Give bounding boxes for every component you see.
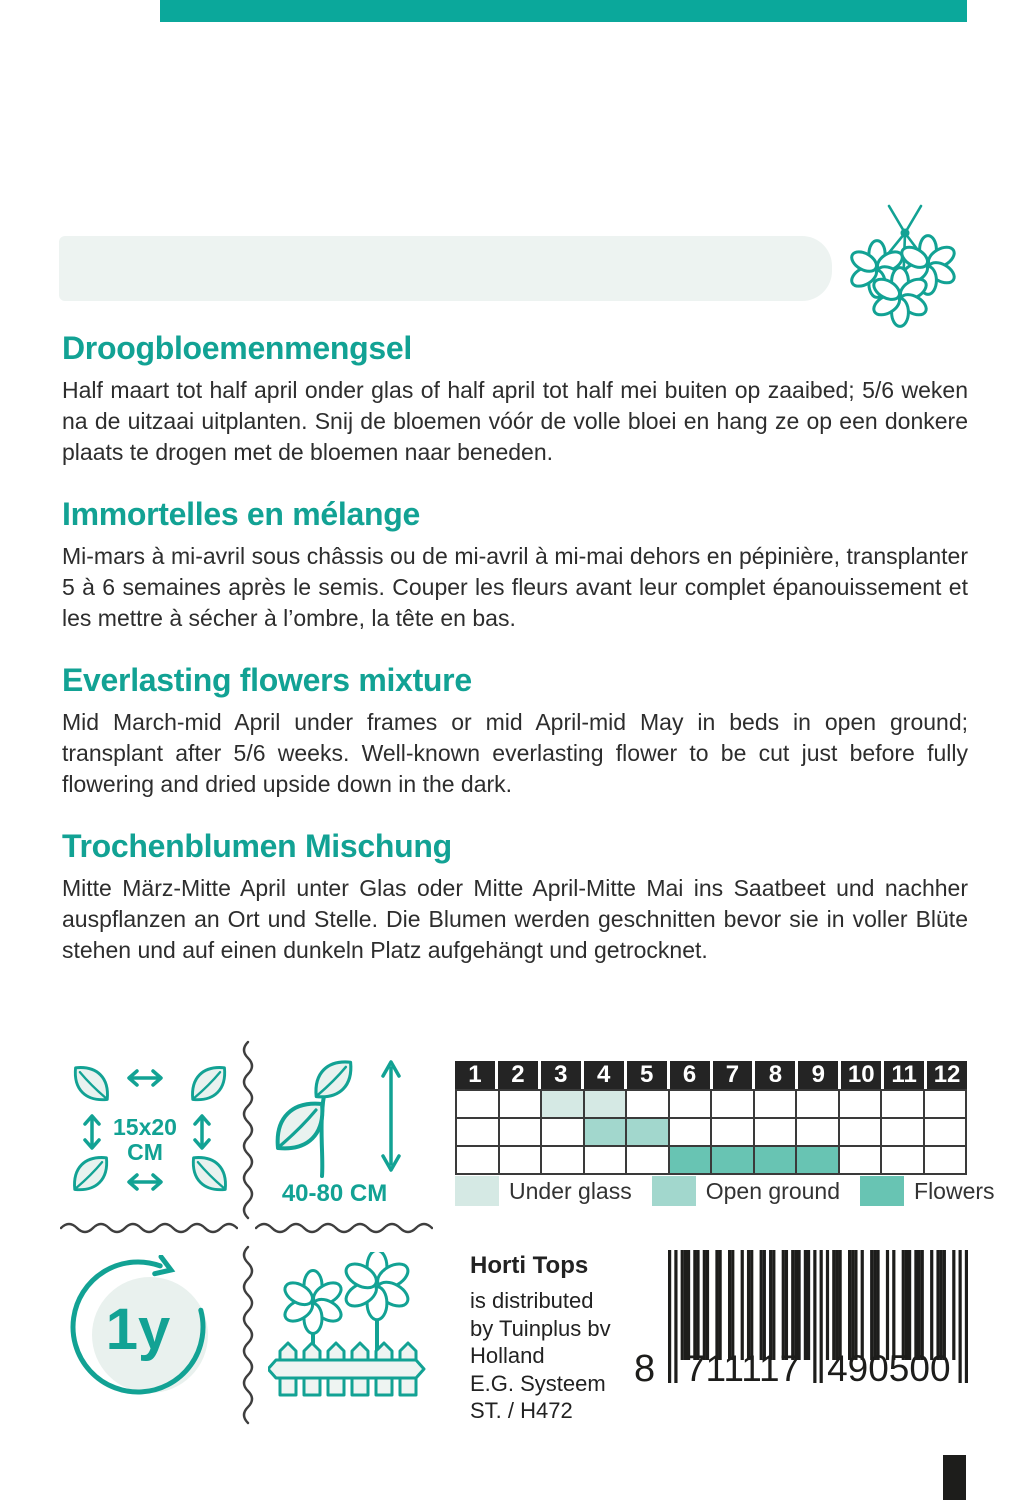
header-band: [59, 236, 832, 301]
plant-height-icon: [270, 1056, 370, 1178]
calendar-month-header: 4: [584, 1061, 624, 1089]
height-arrow-icon: [378, 1058, 404, 1174]
barcode-bar: [791, 1250, 794, 1360]
distributor-line: Holland: [470, 1343, 545, 1368]
calendar-cell-under-glass-month-7: [712, 1091, 755, 1119]
barcode-bar: [763, 1250, 766, 1360]
barcode-bar: [870, 1250, 873, 1360]
calendar-cell-open-ground-month-11: [882, 1119, 925, 1147]
bed-flower: [342, 1252, 412, 1320]
vertical-arrow-icon: [195, 1116, 209, 1148]
section-body: Half maart tot half april onder glas of half april tot half mei buiten op zaaibed; 5/6 weken na de uitzaai uitplanten. Snij de bloemen vóór de volle bloei en hang ze op een donkere plaats te drogen met de bloemen naar beneden.: [62, 377, 968, 465]
barcode-first-digit: 8: [634, 1348, 656, 1390]
barcode-bar: [785, 1250, 788, 1360]
legend-item-under-glass: [455, 1176, 652, 1206]
bed-flower: [281, 1271, 345, 1334]
barcode-bar: [876, 1250, 879, 1360]
wavy-divider-vertical: [241, 1243, 255, 1427]
calendar-cell-open-ground-month-6: [670, 1119, 713, 1147]
barcode-bar: [731, 1250, 734, 1360]
barcode-bar: [706, 1250, 709, 1360]
barcode-digits-left: 711117: [684, 1348, 801, 1388]
calendar-cell-flowers-month-7: [712, 1147, 755, 1175]
barcode-bar: [804, 1250, 807, 1360]
barcode-bar: [715, 1250, 718, 1360]
legend-label: Under glass: [509, 1177, 632, 1204]
distributor-line: is distributed: [470, 1288, 594, 1313]
barcode-bar: [684, 1250, 687, 1360]
calendar-cell-flowers-month-10: [840, 1147, 883, 1175]
leaf-icon: [316, 1062, 351, 1097]
distributor-line: ST. / H472: [470, 1398, 573, 1423]
legend-swatch: [652, 1176, 696, 1206]
print-registration-mark: [943, 1455, 966, 1500]
fence: [268, 1343, 424, 1395]
barcode-bar: [794, 1250, 797, 1360]
barcode-bar: [820, 1250, 823, 1383]
barcode-bar: [921, 1250, 924, 1360]
calendar-cell-under-glass-month-1: [457, 1091, 500, 1119]
calendar-month-header: 10: [841, 1061, 881, 1089]
calendar-body: [455, 1089, 967, 1175]
barcode-bar: [681, 1250, 684, 1360]
calendar-cell-flowers-month-4: [585, 1147, 628, 1175]
calendar-cell-under-glass-month-11: [882, 1091, 925, 1119]
barcode-bar: [782, 1250, 785, 1360]
calendar-cell-under-glass-month-5: [627, 1091, 670, 1119]
spacing-unit: CM: [127, 1139, 163, 1165]
barcode-bar: [807, 1250, 810, 1360]
leaf-icon: [75, 1068, 107, 1100]
calendar-cell-flowers-month-1: [457, 1147, 500, 1175]
calendar-month-header: 11: [884, 1061, 924, 1089]
calendar-cell-open-ground-month-3: [542, 1119, 585, 1147]
horizontal-arrow-icon: [129, 1175, 161, 1189]
flower-bed-icon: [268, 1252, 428, 1402]
barcode-bar: [892, 1250, 895, 1360]
barcode-bar: [902, 1250, 905, 1360]
top-accent-bar: [160, 0, 967, 22]
barcode-bar: [854, 1250, 857, 1360]
barcode-bar: [741, 1250, 744, 1360]
legend-item-flowers: [860, 1176, 1015, 1206]
section-body: Mitte März-Mitte April unter Glas oder Mitte April-Mitte Mai ins Saatbeet und nachher auspflanzen an Ort und Stelle. Die Blumen werden geschnitten bevor sie in voller Blüte stehen und auf einen dunkeln Platz aufgehängt und getrocknet.: [62, 875, 968, 963]
sowing-calendar: [455, 1061, 967, 1175]
legend-swatch: [455, 1176, 499, 1206]
barcode-bar: [813, 1250, 816, 1383]
calendar-cell-open-ground-month-10: [840, 1119, 883, 1147]
distributor-block: [470, 1252, 611, 1425]
barcode-bar: [760, 1250, 763, 1360]
calendar-cell-open-ground-month-5: [627, 1119, 670, 1147]
calendar-cell-flowers-month-2: [500, 1147, 543, 1175]
barcode-bar: [873, 1250, 876, 1360]
barcode-bar: [668, 1250, 671, 1383]
section-body: Mi-mars à mi-avril sous châssis ou de mi-avril à mi-mai dehors en pépinière, transplanter 5 à 6 semaines après le semis. Couper les fleurs avant leur complet épanouissement et les mettre à sécher à l’ombre, la tête en bas.: [62, 543, 968, 631]
vertical-arrow-icon: [85, 1116, 99, 1148]
calendar-cell-flowers-month-8: [755, 1147, 798, 1175]
section-french: [62, 497, 968, 634]
calendar-month-header: 7: [713, 1061, 753, 1089]
calendar-cell-open-ground-month-12: [925, 1119, 968, 1147]
barcode-bar: [772, 1250, 775, 1360]
barcode-bar: [693, 1250, 696, 1360]
barcode-bar: [750, 1250, 753, 1360]
calendar-cell-flowers-month-3: [542, 1147, 585, 1175]
wavy-divider-horizontal: [60, 1220, 238, 1234]
calendar-cell-under-glass-month-12: [925, 1091, 968, 1119]
calendar-month-header: 12: [927, 1061, 967, 1089]
distributor-line: E.G. Systeem: [470, 1370, 606, 1396]
legend-label: Open ground: [705, 1177, 841, 1204]
leaf-icon: [193, 1158, 225, 1190]
hanging-bouquet-icon: [833, 203, 973, 333]
calendar-month-header: 2: [498, 1061, 538, 1089]
barcode-bar: [769, 1250, 772, 1360]
seed-viability-icon: [70, 1255, 220, 1400]
section-dutch: [62, 331, 968, 468]
wavy-divider-vertical: [241, 1038, 255, 1222]
barcode-bar: [687, 1250, 690, 1360]
barcode-bar: [797, 1250, 800, 1360]
legend-item-open-ground: [652, 1176, 860, 1206]
calendar-cell-flowers-month-11: [882, 1147, 925, 1175]
calendar-cell-open-ground-month-7: [712, 1119, 755, 1147]
calendar-month-header: 3: [541, 1061, 581, 1089]
calendar-cell-under-glass-month-9: [797, 1091, 840, 1119]
barcode-bar: [965, 1250, 968, 1383]
calendar-cell-open-ground-month-8: [755, 1119, 798, 1147]
calendar-cell-open-ground-month-2: [500, 1119, 543, 1147]
calendar-cell-open-ground-month-1: [457, 1119, 500, 1147]
calendar-cell-under-glass-month-8: [755, 1091, 798, 1119]
barcode-bar: [747, 1250, 750, 1360]
seed-viability-label: 1y: [105, 1297, 171, 1362]
calendar-cell-flowers-month-5: [627, 1147, 670, 1175]
section-body: Mid March-mid April under frames or mid April-mid May in beds in open ground; transplant after 5/6 weeks. Well-known everlasting flower to be cut just before fully flowering and dried upside down in the dark.: [62, 709, 968, 797]
barcode-bar: [719, 1250, 722, 1360]
section-german: [62, 829, 968, 966]
calendar-month-header: 1: [455, 1061, 495, 1089]
calendar-cell-under-glass-month-3: [542, 1091, 585, 1119]
barcode-bar: [936, 1250, 939, 1360]
calendar-month-header: 5: [627, 1061, 667, 1089]
distributor-line: by Tuinplus bv: [470, 1315, 611, 1341]
spacing-value: 15x20: [113, 1114, 177, 1140]
barcode-bar: [952, 1250, 955, 1360]
barcode-bar: [917, 1250, 920, 1360]
barcode-bar: [943, 1250, 946, 1360]
calendar-legend: [455, 1176, 1015, 1206]
legend-label: Flowers: [914, 1177, 995, 1204]
section-heading: Everlasting flowers mixture: [62, 662, 472, 698]
leaf-icon: [75, 1158, 107, 1190]
section-english: [62, 663, 968, 800]
barcode-bar: [959, 1250, 962, 1383]
barcode-bar: [832, 1250, 835, 1360]
calendar-cell-under-glass-month-4: [585, 1091, 628, 1119]
plant-spacing-icon: [65, 1058, 235, 1198]
barcode-bar: [835, 1250, 838, 1360]
calendar-cell-flowers-month-6: [670, 1147, 713, 1175]
barcode-bar: [703, 1250, 706, 1360]
calendar-cell-flowers-month-9: [797, 1147, 840, 1175]
section-heading: Droogbloemenmengsel: [62, 330, 412, 366]
barcode-bar: [848, 1250, 851, 1360]
horizontal-arrow-icon: [129, 1071, 161, 1085]
barcode-bar: [839, 1250, 842, 1360]
calendar-month-header: 8: [755, 1061, 795, 1089]
plant-height-label: 40-80 CM: [281, 1180, 388, 1207]
calendar-cell-under-glass-month-6: [670, 1091, 713, 1119]
barcode-bar: [930, 1250, 933, 1360]
calendar-cell-under-glass-month-10: [840, 1091, 883, 1119]
section-heading: Immortelles en mélange: [62, 496, 420, 532]
barcode-bar: [886, 1250, 889, 1360]
barcode-bar: [940, 1250, 943, 1360]
leaf-icon: [193, 1068, 225, 1100]
wavy-divider-horizontal: [255, 1220, 433, 1234]
barcode-bar: [905, 1250, 908, 1360]
barcode: [668, 1250, 968, 1388]
calendar-cell-open-ground-month-9: [797, 1119, 840, 1147]
calendar-header-row: [455, 1061, 967, 1088]
calendar-month-header: 9: [798, 1061, 838, 1089]
barcode-bar: [908, 1250, 911, 1360]
barcode-bar: [674, 1250, 677, 1383]
bouquet-knot: [901, 229, 910, 238]
barcode-bar: [696, 1250, 699, 1360]
barcode-bar: [851, 1250, 854, 1360]
section-heading: Trochenblumen Mischung: [62, 828, 452, 864]
leaf-icon: [278, 1104, 323, 1149]
barcode-bar: [861, 1250, 864, 1360]
barcode-bar: [826, 1250, 829, 1360]
legend-swatch: [860, 1176, 904, 1206]
distributor-name: Horti Tops: [470, 1252, 589, 1279]
barcode-digits-right: 490500: [827, 1348, 951, 1388]
barcode-bar: [728, 1250, 731, 1360]
calendar-month-header: 6: [670, 1061, 710, 1089]
calendar-cell-flowers-month-12: [925, 1147, 968, 1175]
barcode-bar: [914, 1250, 917, 1360]
calendar-cell-under-glass-month-2: [500, 1091, 543, 1119]
calendar-cell-open-ground-month-4: [585, 1119, 628, 1147]
